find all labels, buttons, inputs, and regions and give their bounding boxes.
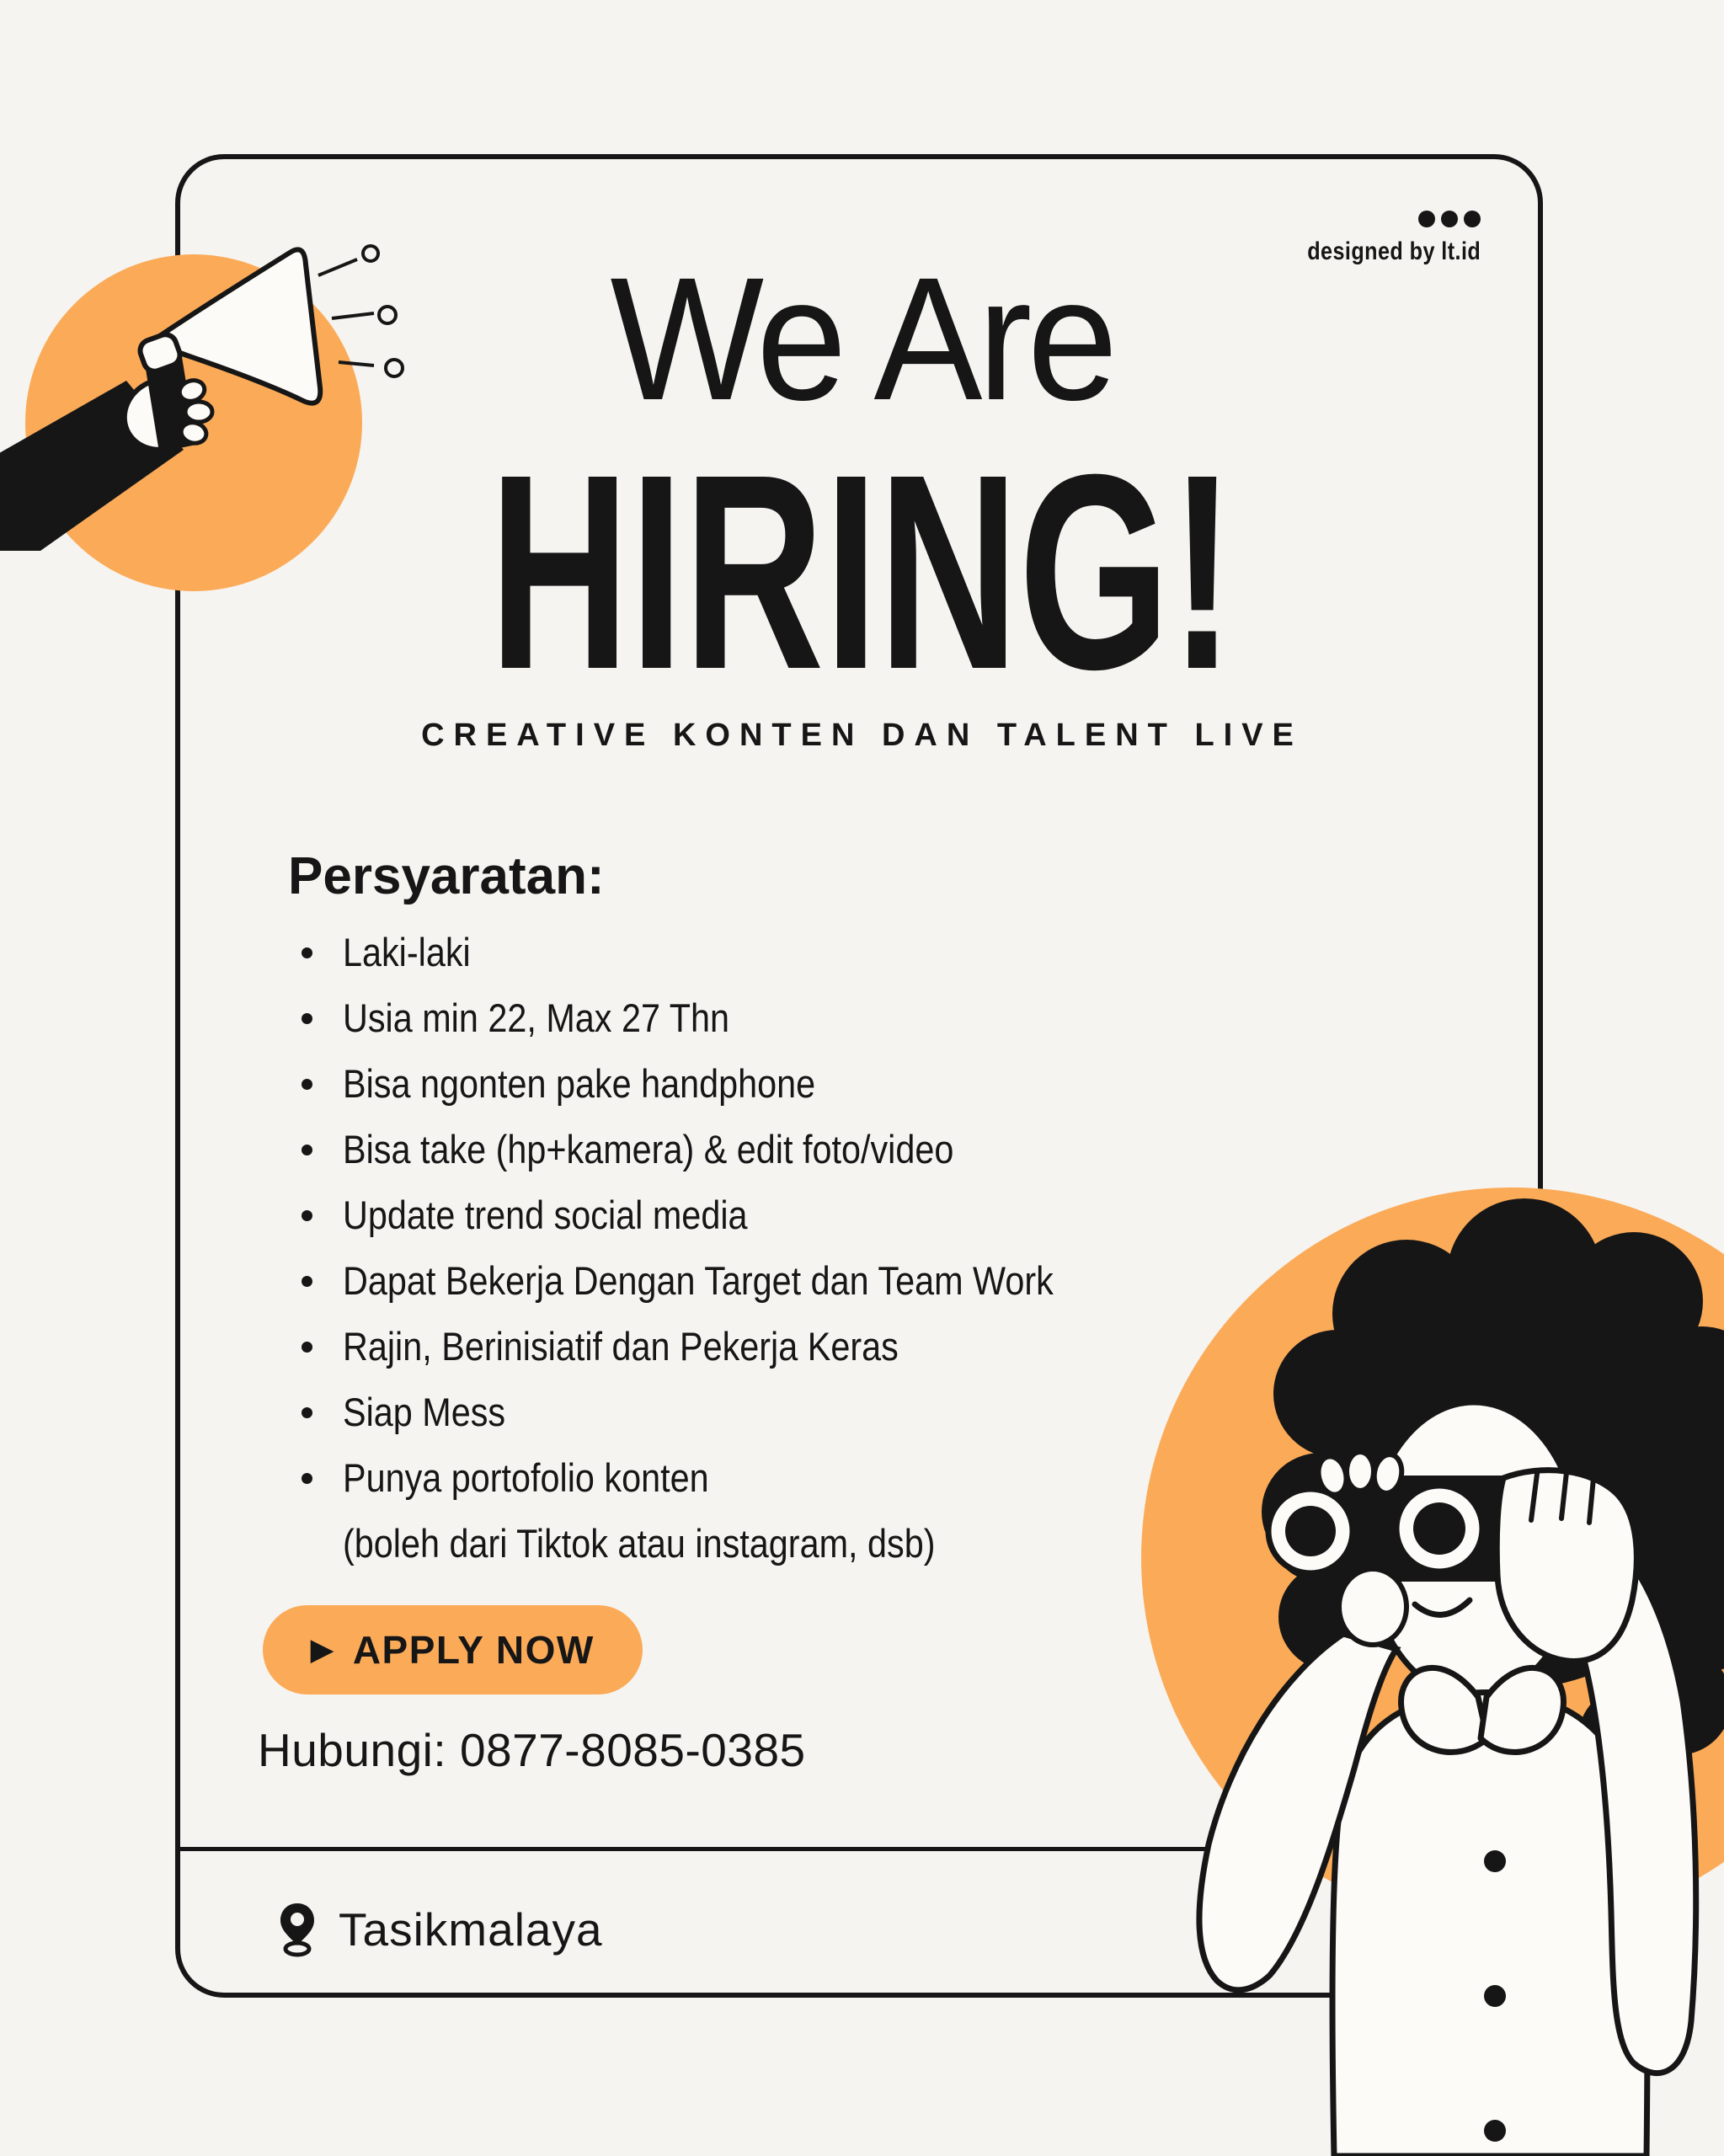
location-label: Tasikmalaya — [339, 1903, 603, 1956]
requirements-heading: Persyaratan: — [288, 847, 605, 905]
bullet-dot — [302, 947, 312, 958]
contact-line: Hubungi: 0877-8085-0385 — [258, 1724, 806, 1776]
ellipsis-dots-icon — [1274, 211, 1481, 227]
bullet-dot — [302, 1210, 312, 1221]
tagline: CREATIVE KONTEN DAN TALENT LIVE — [421, 718, 1303, 753]
list-item: Laki-laki — [302, 920, 1150, 985]
location-row — [278, 1902, 603, 1957]
list-item: Dapat Bekerja Dengan Target dan Team Work — [302, 1248, 1150, 1314]
credit-label: designed by lt.id — [1307, 237, 1481, 265]
bullet-dot — [302, 1473, 312, 1484]
play-arrow-icon: ▶ — [311, 1634, 334, 1666]
headline-line1: We Are — [610, 242, 1114, 437]
requirements-list — [302, 920, 1150, 1577]
binoculars-person-illustration — [1120, 1179, 1724, 2156]
location-pin-icon — [278, 1902, 317, 1957]
megaphone-illustration — [0, 227, 438, 640]
list-item: Bisa take (hp+kamera) & edit foto/video — [302, 1117, 1150, 1182]
list-item: Usia min 22, Max 27 Thn — [302, 985, 1150, 1051]
list-item: Punya portofolio konten — [302, 1445, 1150, 1511]
list-item: Siap Mess — [302, 1380, 1150, 1445]
list-item-note: (boleh dari Tiktok atau instagram, dsb) — [343, 1521, 936, 1566]
bullet-dot — [302, 1276, 312, 1287]
apply-now-label: APPLY NOW — [352, 1628, 595, 1672]
list-item: Rajin, Berinisiatif dan Pekerja Keras — [302, 1314, 1150, 1380]
apply-now-button[interactable] — [263, 1605, 643, 1694]
bullet-dot — [302, 1145, 312, 1155]
bullet-dot — [302, 1013, 312, 1024]
right-hand — [1497, 1470, 1636, 1662]
bullet-dot — [302, 1342, 312, 1353]
headline-line2: HIRING! — [488, 416, 1236, 727]
list-item: Update trend social media — [302, 1182, 1150, 1248]
bullet-dot — [302, 1079, 312, 1090]
list-item: Bisa ngonten pake handphone — [302, 1051, 1150, 1117]
bullet-dot — [302, 1407, 312, 1418]
